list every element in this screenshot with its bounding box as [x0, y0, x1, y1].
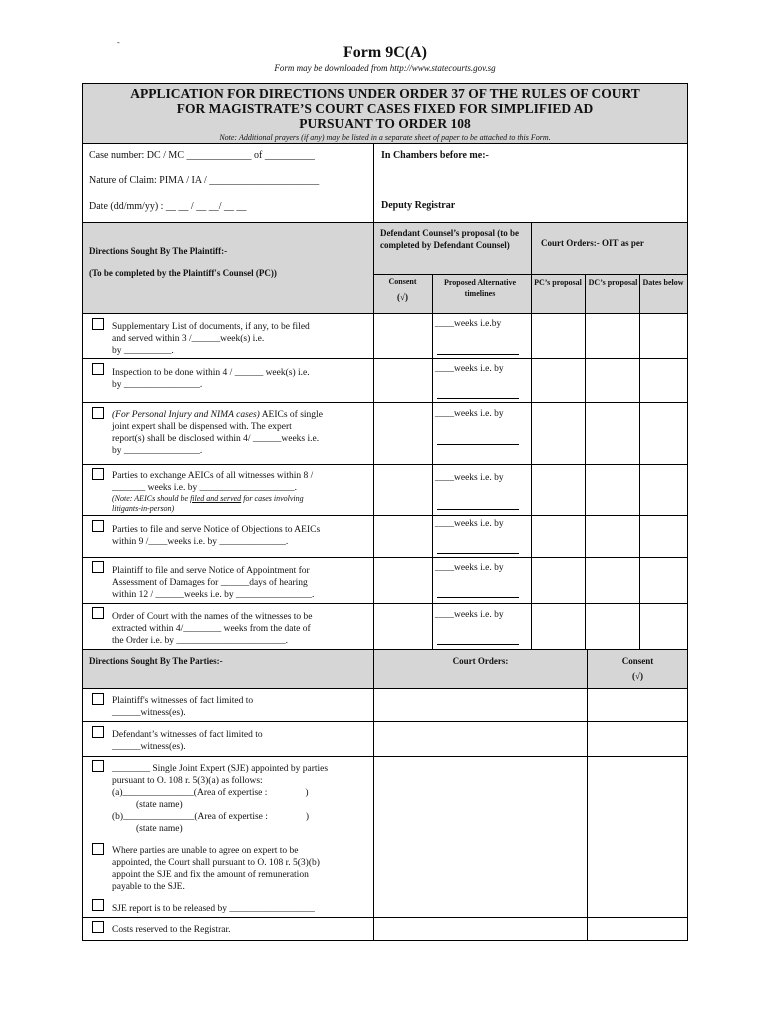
- row-single-joint-expert: [112, 763, 370, 835]
- state-name-label: (state name): [136, 824, 183, 834]
- row-text-line: Inspection to be done within 4 / ______ week(s) i.e.: [112, 368, 310, 378]
- checkbox-exchange-aeics[interactable]: [92, 468, 104, 480]
- dc-proposal-col-header: DC’s proposal: [588, 278, 638, 287]
- note-fragment: (Note: AEICs should be: [112, 494, 191, 503]
- form-frame: [82, 83, 688, 941]
- row-text-fragment: AEICs of single: [259, 410, 323, 420]
- divider: [373, 143, 374, 222]
- row-text-line: ______witness(es).: [112, 742, 186, 752]
- download-note: Form may be downloaded from http://www.statecourts.gov.sg: [274, 63, 496, 73]
- divider: [373, 649, 374, 941]
- row-text-line: by ________________.: [112, 446, 203, 456]
- parties-section-title: Directions Sought By The Parties:-: [89, 656, 223, 666]
- plaintiff-section-title: Directions Sought By The Plaintiff:-: [89, 246, 228, 256]
- row-notice-appointment: [112, 565, 370, 601]
- checkbox-defendant-witnesses[interactable]: [92, 726, 104, 738]
- pc-proposal-header: PC’s proposal: [534, 278, 582, 287]
- dates-below-header: Dates below: [642, 278, 684, 287]
- checkbox-costs-reserved[interactable]: [92, 921, 104, 933]
- row-text-line: Assessment of Damages for ______days of hearing: [112, 578, 308, 588]
- form-title: Form 9C(A): [343, 44, 427, 61]
- alt-timeline-line: [437, 354, 519, 355]
- row-defendant-witnesses: [112, 729, 370, 753]
- row-text-line: Plaintiff to file and serve Notice of Appointment for: [112, 566, 310, 576]
- row-text-line: Order of Court with the names of the witnesses to be: [112, 612, 313, 622]
- checkbox-notice-appointment[interactable]: [92, 561, 104, 573]
- checkbox-inspection[interactable]: [92, 363, 104, 375]
- divider: [83, 402, 687, 403]
- row-text-line: _______ weeks i.e. by ____________________.: [112, 483, 297, 493]
- row-text-line: Parties to exchange AEICs of all witnesses within 8 /: [112, 471, 314, 481]
- alt-timeline-line: [437, 509, 519, 510]
- alt-timeline-text[interactable]: ____weeks i.e. by: [435, 473, 504, 483]
- divider: [585, 274, 586, 649]
- divider: [83, 721, 687, 722]
- note-fragment: filed and served: [190, 494, 242, 503]
- header-line-1: APPLICATION FOR DIRECTIONS UNDER ORDER 37 OF THE RULES OF COURT: [130, 86, 640, 101]
- header-line-3: PURSUANT TO ORDER 108: [299, 116, 471, 131]
- consent-tick: (√): [397, 292, 408, 302]
- row-text-line: report(s) shall be disclosed within 4/ ______weeks i.e.: [112, 434, 320, 444]
- divider: [83, 557, 687, 558]
- row-text-line: extracted within 4/________ weeks from the date of: [112, 624, 311, 634]
- date-field[interactable]: Date (dd/mm/yy) : __ __ / __ __/ __ __: [89, 201, 247, 212]
- divider: [83, 756, 687, 757]
- checkbox-order-of-court[interactable]: [92, 607, 104, 619]
- divider: [531, 222, 532, 649]
- divider: [639, 274, 640, 649]
- alt-timeline-line: [437, 597, 519, 598]
- divider: [373, 222, 374, 649]
- row-inspection: [112, 367, 370, 391]
- pi-nima-label: (For Personal Injury and NIMA cases): [112, 410, 260, 420]
- consent-header: Consent: [388, 277, 417, 286]
- row-text-line: Parties to file and serve Notice of Objections to AEICs: [112, 525, 321, 535]
- parties-consent-tick: (√): [632, 671, 643, 681]
- deputy-registrar-label: Deputy Registrar: [381, 200, 456, 211]
- checkbox-supplementary-list[interactable]: [92, 318, 104, 330]
- row-supplementary-list: [112, 321, 370, 357]
- row-text-line: within 12 / ______weeks i.e. by ________________.: [112, 590, 315, 600]
- row-notice-objections: [112, 524, 370, 548]
- aeic-note-line-2: litigants-in-person): [112, 504, 175, 513]
- checkbox-sje-report[interactable]: [92, 899, 104, 911]
- row-aeic-single-expert: [112, 409, 370, 457]
- header-line-2: FOR MAGISTRATE’S COURT CASES FIXED FOR SIMPLIFIED AD: [176, 101, 594, 116]
- checkbox-aeic-single-expert[interactable]: [92, 407, 104, 419]
- in-chambers-label: In Chambers before me:-: [381, 150, 489, 161]
- stray-mark: -: [117, 38, 120, 47]
- row-court-appoint-sje: [112, 845, 370, 893]
- aeic-note: [112, 494, 370, 504]
- row-plaintiff-witnesses: [112, 695, 370, 719]
- note-fragment: for cases involving: [241, 494, 304, 503]
- divider: [83, 313, 687, 314]
- alt-timelines-header: Proposed Alternative timelines: [443, 278, 517, 298]
- row-text-line: within 9 /____weeks i.e. by ______________.: [112, 537, 289, 547]
- checkbox-plaintiff-witnesses[interactable]: [92, 693, 104, 705]
- row-text-line: SJE report is to be released by __________________: [112, 904, 315, 914]
- checkbox-notice-objections[interactable]: [92, 520, 104, 532]
- row-text-line: appoint the SJE and fix the amount of remuneration: [112, 870, 309, 880]
- expert-a-field[interactable]: (a)_______________(Area of expertise : ): [112, 788, 309, 798]
- row-costs-reserved: [112, 924, 370, 936]
- alt-timeline-text[interactable]: ____weeks i.e. by: [435, 409, 504, 419]
- row-text-line: appointed, the Court shall pursuant to O. 108 r. 5(3)(b): [112, 858, 320, 868]
- divider: [587, 649, 588, 941]
- row-text-line: by ________________.: [112, 380, 203, 390]
- row-text-line: ______witness(es).: [112, 708, 186, 718]
- parties-court-orders-header: Court Orders:: [452, 656, 509, 666]
- divider: [83, 464, 687, 465]
- alt-timeline-text[interactable]: ____weeks i.e. by: [435, 364, 504, 374]
- divider: [432, 274, 433, 649]
- alt-timeline-line: [437, 398, 519, 399]
- form-header: [83, 84, 687, 144]
- divider: [83, 603, 687, 604]
- state-name-label: (state name): [136, 800, 183, 810]
- divider: [83, 917, 687, 918]
- alt-timeline-line: [437, 444, 519, 445]
- row-text-line: [112, 409, 370, 421]
- divider: [83, 358, 687, 359]
- row-text-line: Where parties are unable to agree on expert to be: [112, 846, 299, 856]
- alt-timeline-text[interactable]: ____weeks i.e. by: [435, 563, 504, 573]
- row-text-line: Supplementary List of documents, if any, to be filed: [112, 322, 310, 332]
- divider: [83, 515, 687, 516]
- row-text-line: joint expert shall be dispensed with. The expert: [112, 422, 292, 432]
- row-text-line: ________ Single Joint Expert (SJE) appointed by parties: [112, 764, 329, 774]
- row-text-line: pursuant to O. 108 r. 5(3)(a) as follows:: [112, 776, 263, 786]
- plaintiff-section-subtitle: (To be completed by the Plaintiff's Counsel (PC)): [89, 268, 277, 278]
- row-text-line: the Order i.e. by _______________________.: [112, 636, 288, 646]
- nature-of-claim-field[interactable]: Nature of Claim: PIMA / IA / ______________________: [89, 175, 320, 186]
- alt-timeline-text[interactable]: ____weeks i.e.by: [435, 319, 502, 329]
- row-text-line: Defendant’s witnesses of fact limited to: [112, 730, 263, 740]
- alt-timeline-line: [437, 553, 519, 554]
- expert-b-field[interactable]: (b)_______________(Area of expertise : ): [112, 812, 310, 822]
- row-text-line: and served within 3 /______week(s) i.e.: [112, 334, 265, 344]
- row-text-line: by __________.: [112, 346, 174, 356]
- header-note: Note: Additional prayers (if any) may be listed in a separate sheet of paper to be attached to this Form.: [219, 133, 551, 142]
- row-text-line: Costs reserved to the Registrar.: [112, 925, 231, 935]
- checkbox-single-joint-expert[interactable]: [92, 760, 104, 772]
- divider: [83, 688, 687, 689]
- alt-timeline-text[interactable]: ____weeks i.e. by: [435, 610, 504, 620]
- court-orders-header: Court Orders:- OIT as per: [541, 238, 644, 248]
- row-text-line: Plaintiff's witnesses of fact limited to: [112, 696, 254, 706]
- row-text-line: payable to the SJE.: [112, 882, 185, 892]
- alt-timeline-line: [437, 644, 519, 645]
- row-exchange-aeics: [112, 470, 370, 514]
- row-order-of-court: [112, 611, 370, 647]
- row-sje-report: [112, 903, 370, 915]
- checkbox-court-appoint-sje[interactable]: [92, 843, 104, 855]
- parties-consent-header: Consent: [621, 656, 654, 666]
- dc-proposal-header: Defendant Counsel’s proposal (to be completed by Defendant Counsel): [380, 228, 520, 250]
- case-number-field[interactable]: Case number: DC / MC _____________ of __________: [89, 150, 315, 161]
- alt-timeline-text[interactable]: ____weeks i.e. by: [435, 519, 504, 529]
